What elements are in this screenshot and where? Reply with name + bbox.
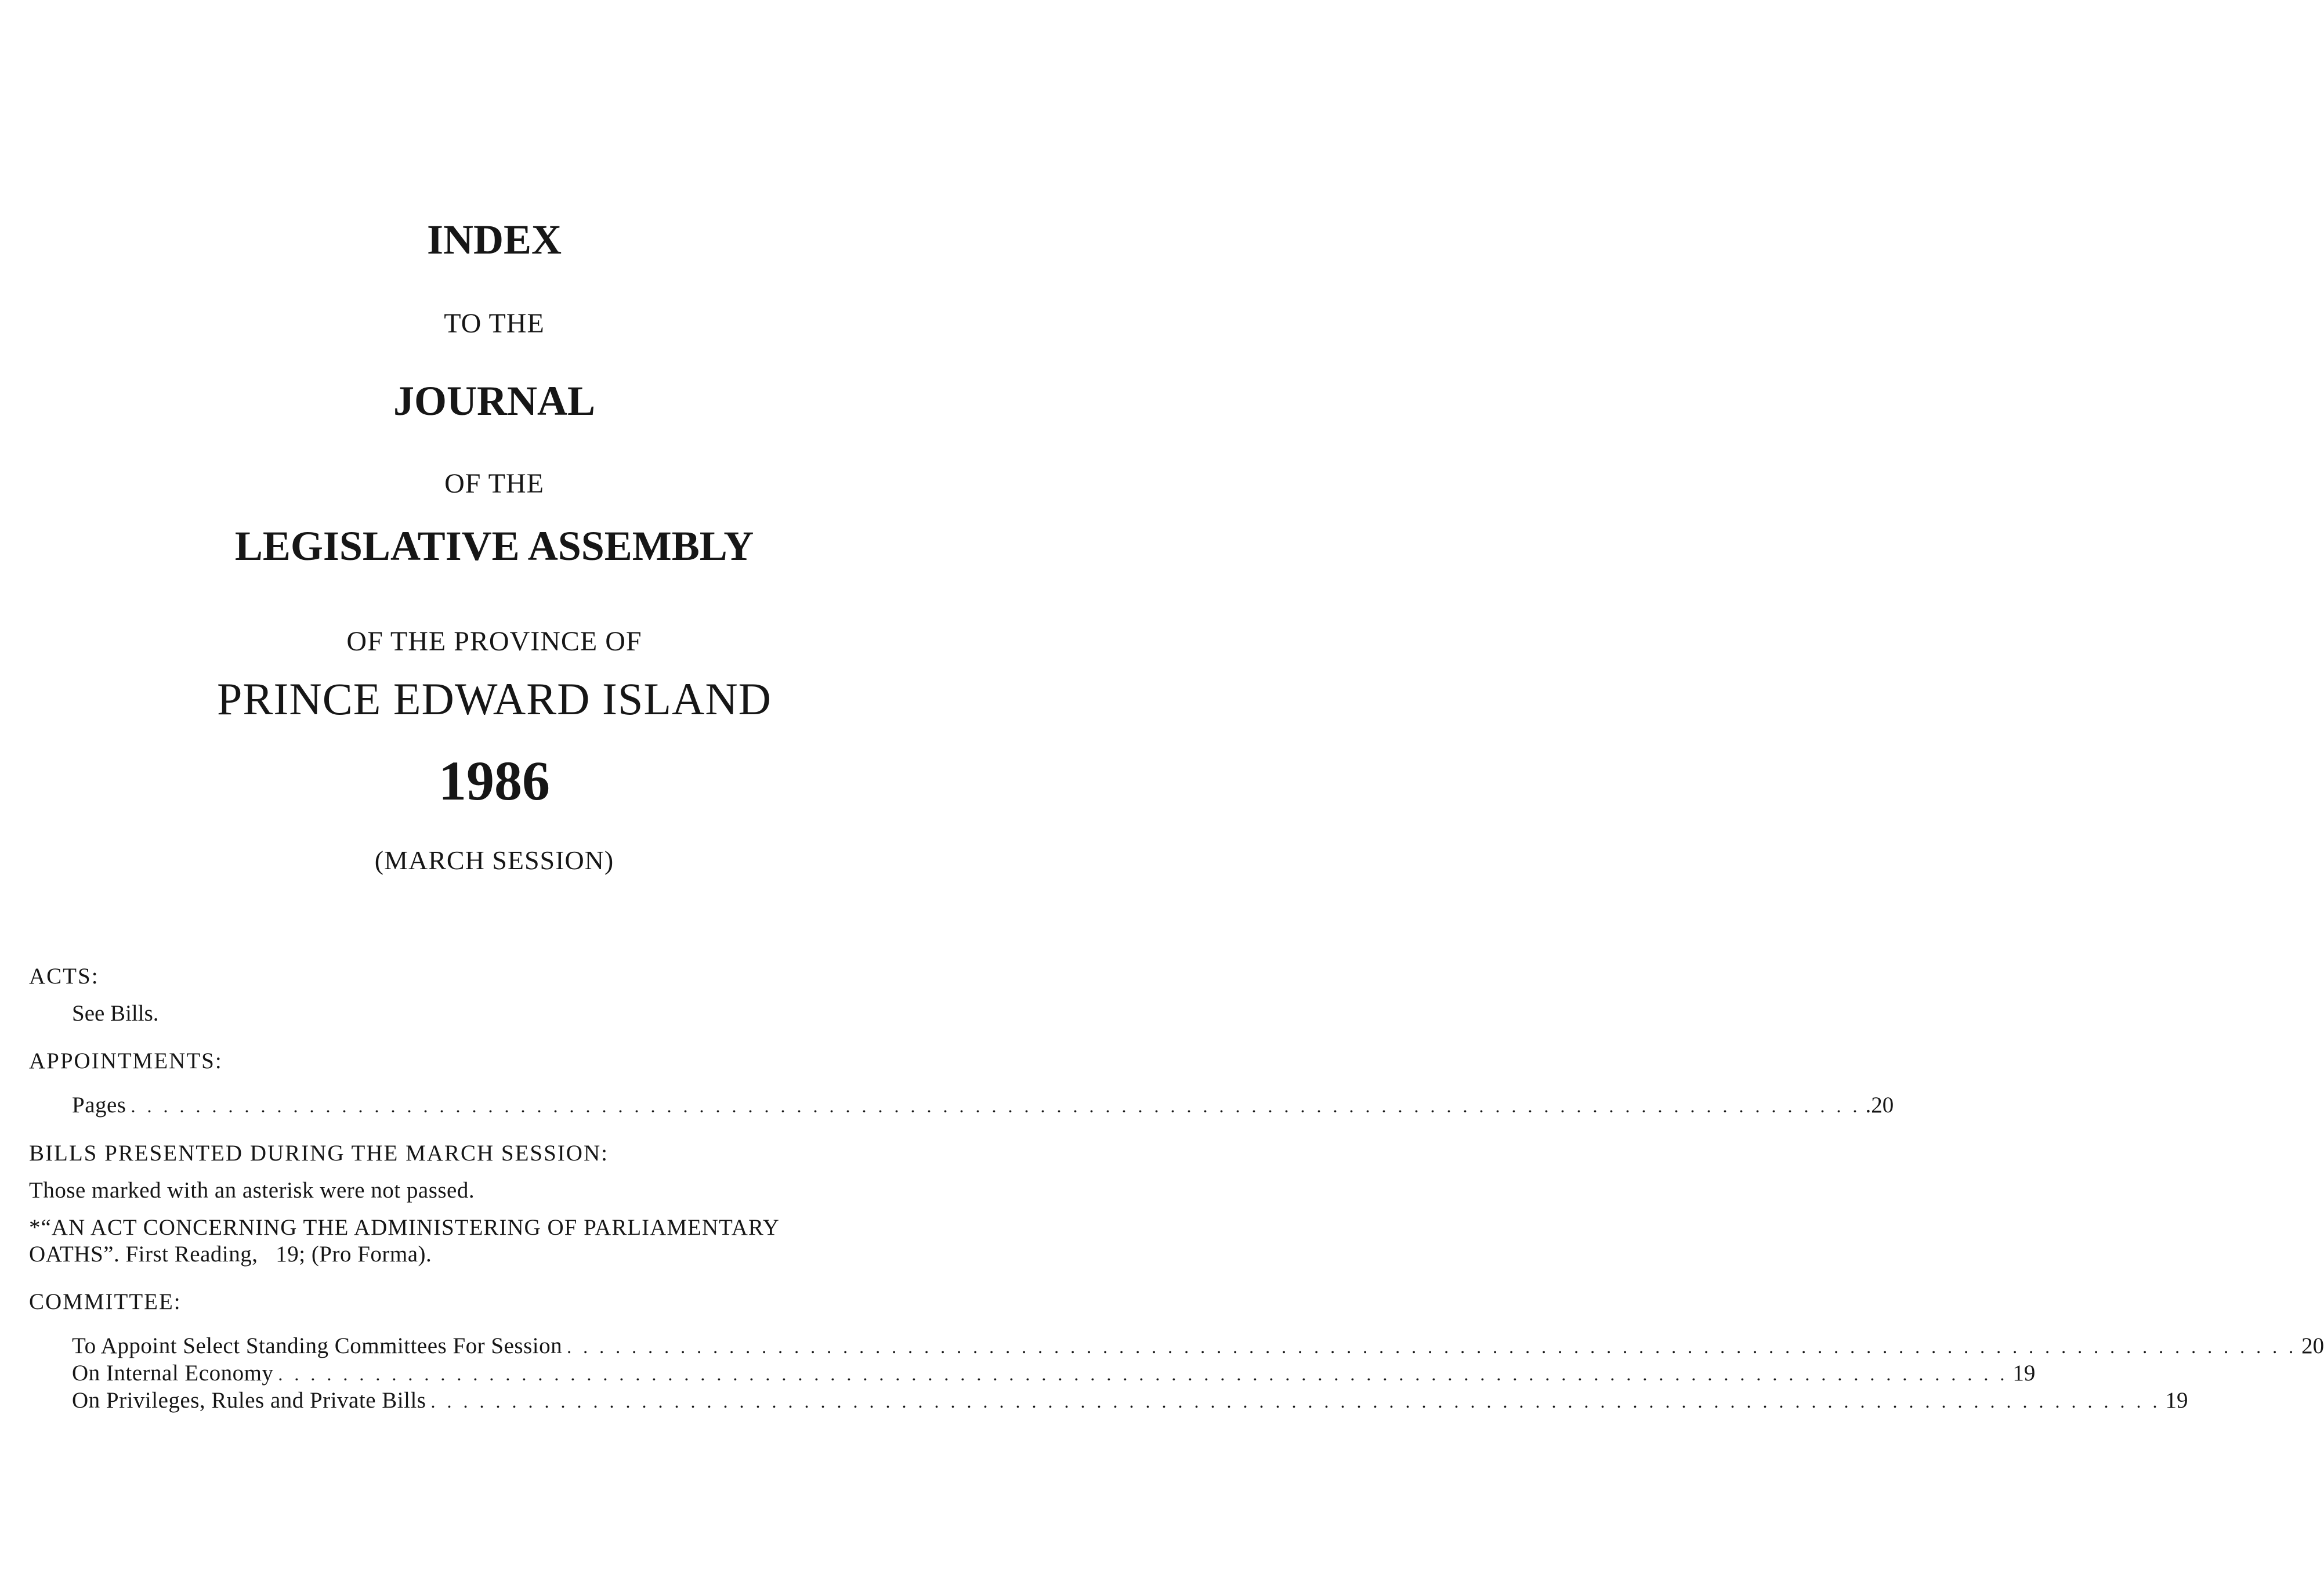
to-the-line: TO THE: [444, 308, 545, 339]
acts-heading: ACTS:: [29, 964, 99, 989]
bill-entry-line2: OATHS”. First Reading, 19; (Pro Forma).: [29, 1242, 432, 1267]
appointments-item-label: Pages: [72, 1093, 126, 1118]
committee-heading: COMMITTEE:: [29, 1289, 182, 1314]
index-title: INDEX: [426, 216, 562, 263]
leader-dots: . . . . . . . . . . . . . . . . . . . . . . . . . . . . . . . . . . . . . . . . . . . . . . . . . . . . . . . . . . . . . . . . . . . . . . . . . . . . . . . . . . . . . . . . . . . . . . . . . . . . . . . . . . .: [278, 1364, 2008, 1384]
leader-dots: . . . . . . . . . . . . . . . . . . . . . . . . . . . . . . . . . . . . . . . . . . . . . . . . . . . . . . . . . . . . . . . . . . . . . . . . . . . . . . . . . . . . . . . . . . . . . . . . . . . . . . . . . . .: [131, 1095, 1861, 1116]
leader-dots: . . . . . . . . . . . . . . . . . . . . . . . . . . . . . . . . . . . . . . . . . . . . . . . . . . . . . . . . . . . . . . . . . . . . . . . . . . . . . . . . . . . . . . . . . . . . . . . . . . . . . . . . . . .: [430, 1391, 2161, 1412]
committee-item-page: 19: [2012, 1361, 2036, 1386]
committee-item-row: [29, 1333, 2324, 1360]
year-title: 1986: [439, 750, 550, 812]
of-the-line: OF THE: [444, 468, 544, 499]
province-name: PRINCE EDWARD ISLAND: [217, 674, 772, 724]
committee-item-row: [29, 1387, 2188, 1415]
appointments-heading: APPOINTMENTS:: [29, 1048, 223, 1073]
of-province-line: OF THE PROVINCE OF: [346, 626, 642, 657]
committee-item-label: To Appoint Select Standing Committees For Session: [72, 1333, 563, 1358]
bills-heading: BILLS PRESENTED DURING THE MARCH SESSION:: [29, 1141, 609, 1166]
committee-item-row: [29, 1360, 2036, 1387]
assembly-title: LEGISLATIVE ASSEMBLY: [234, 523, 754, 569]
session-line: (MARCH SESSION): [374, 845, 614, 875]
appointments-item-page: .20: [1865, 1093, 1894, 1118]
index-entries: [29, 963, 2324, 1415]
committee-item-page: 20: [2301, 1333, 2324, 1358]
bill-entry-line1: *“AN ACT CONCERNING THE ADMINISTERING OF PARLIAMENTARY: [29, 1215, 780, 1240]
leader-dots: . . . . . . . . . . . . . . . . . . . . . . . . . . . . . . . . . . . . . . . . . . . . . . . . . . . . . . . . . . . . . . . . . . . . . . . . . . . . . . . . . . . . . . . . . . . . . . . . . . . . . . . . . . .: [567, 1336, 2297, 1357]
appointments-pages-row: [29, 1092, 1894, 1119]
journal-title: JOURNAL: [393, 378, 595, 424]
acts-note: See Bills.: [72, 1001, 159, 1026]
committee-item-page: 19: [2165, 1388, 2188, 1413]
committee-item-label: On Privileges, Rules and Private Bills: [72, 1388, 426, 1413]
bills-note: Those marked with an asterisk were not passed.: [29, 1178, 475, 1203]
committee-item-label: On Internal Economy: [72, 1361, 274, 1386]
